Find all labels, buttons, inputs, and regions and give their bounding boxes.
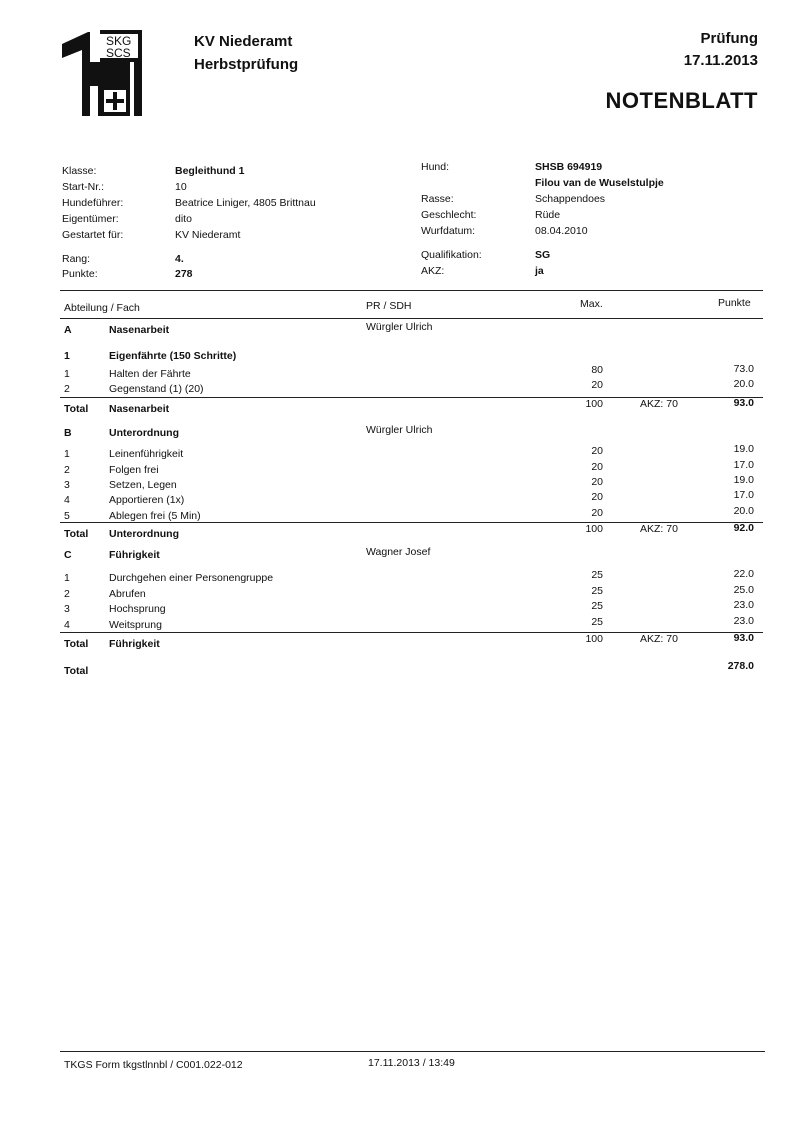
info-value: Beatrice Liniger, 4805 Brittnau <box>175 197 316 209</box>
item-max: 20 <box>591 476 603 488</box>
total-label: Total <box>64 638 89 650</box>
item-name: Setzen, Legen <box>109 479 177 491</box>
item-points: 19.0 <box>733 443 754 455</box>
info-value: dito <box>175 213 192 225</box>
footer-timestamp: 17.11.2013 / 13:49 <box>368 1057 455 1069</box>
info-value: SHSB 694919 <box>535 161 603 173</box>
item-number: 1 <box>64 368 70 380</box>
col-judge: PR / SDH <box>366 300 412 312</box>
info-value: 4. <box>175 253 184 265</box>
info-label: Rasse: <box>421 193 454 205</box>
footer-form: TKGS Form tkgstlnnbl / C001.022-012 <box>64 1059 243 1071</box>
item-number: 5 <box>64 510 70 522</box>
info-value: Begleithund 1 <box>175 165 245 177</box>
info-value: ja <box>535 265 544 277</box>
info-label: Rang: <box>62 253 91 265</box>
item-number: 1 <box>64 572 70 584</box>
item-max: 20 <box>591 491 603 503</box>
item-name: Abrufen <box>109 588 146 600</box>
item-number: 2 <box>64 588 70 600</box>
item-max: 25 <box>591 585 603 597</box>
total-points: 93.0 <box>733 632 754 644</box>
total-max: 100 <box>585 633 603 645</box>
item-max: 20 <box>591 461 603 473</box>
grand-total-label: Total <box>64 665 89 677</box>
info-label: Start-Nr.: <box>62 181 105 193</box>
section-letter: C <box>64 549 72 561</box>
total-max: 100 <box>585 523 603 535</box>
section-name: Unterordnung <box>109 427 179 439</box>
footer-rule <box>60 1051 765 1052</box>
item-max: 25 <box>591 600 603 612</box>
total-akz: AKZ: 70 <box>640 633 678 645</box>
item-name: Leinenführigkeit <box>109 448 184 460</box>
info-value: 10 <box>175 181 187 193</box>
item-max: 80 <box>591 364 603 376</box>
section-name: Führigkeit <box>109 549 160 561</box>
info-label: Gestartet für: <box>62 229 124 241</box>
item-max: 20 <box>591 507 603 519</box>
info-label: Hund: <box>421 161 450 173</box>
total-label: Total <box>64 528 89 540</box>
col-max: Max. <box>580 298 603 310</box>
total-label: Total <box>64 403 89 415</box>
info-value: Rüde <box>535 209 561 221</box>
total-name: Unterordnung <box>109 528 179 540</box>
item-points: 23.0 <box>733 599 754 611</box>
item-number: 3 <box>64 479 70 491</box>
item-points: 25.0 <box>733 584 754 596</box>
section-letter: A <box>64 324 72 336</box>
info-value: Filou van de Wuselstulpje <box>535 177 664 189</box>
item-number: 3 <box>64 603 70 615</box>
item-points: 23.0 <box>733 615 754 627</box>
subsection-name: Eigenfährte (150 Schritte) <box>109 350 237 362</box>
item-name: Halten der Fährte <box>109 368 191 380</box>
info-value: 278 <box>175 268 193 280</box>
info-label: Wurfdatum: <box>421 225 476 237</box>
item-points: 20.0 <box>733 378 754 390</box>
info-label: AKZ: <box>421 265 445 277</box>
item-number: 1 <box>64 448 70 460</box>
info-label: Klasse: <box>62 165 97 177</box>
total-max: 100 <box>585 398 603 410</box>
logo-text-2: SCS <box>106 46 131 60</box>
info-label: Punkte: <box>62 268 98 280</box>
logo-text-1: SKG <box>106 34 132 48</box>
total-name: Führigkeit <box>109 638 160 650</box>
event-name: Herbstprüfung <box>194 56 299 73</box>
item-points: 17.0 <box>733 459 754 471</box>
item-name: Folgen frei <box>109 464 159 476</box>
table-top-rule <box>60 290 763 291</box>
grand-total-points: 278.0 <box>727 660 754 672</box>
total-points: 92.0 <box>733 522 754 534</box>
skg-logo-icon <box>60 28 152 120</box>
section-judge: Wagner Josef <box>366 546 431 558</box>
info-value: 08.04.2010 <box>535 225 588 237</box>
item-name: Apportieren (1x) <box>109 494 185 506</box>
item-name: Ablegen frei (5 Min) <box>109 510 201 522</box>
item-points: 19.0 <box>733 474 754 486</box>
total-akz: AKZ: 70 <box>640 398 678 410</box>
pruefung-label: Prüfung <box>700 30 758 47</box>
item-name: Hochsprung <box>109 603 166 615</box>
item-number: 2 <box>64 383 70 395</box>
doc-title: NOTENBLATT <box>605 88 758 113</box>
info-label: Qualifikation: <box>421 249 482 261</box>
info-value: Schappendoes <box>535 193 606 205</box>
section-judge: Würgler Ulrich <box>366 424 433 436</box>
info-label: Hundeführer: <box>62 197 124 209</box>
logo <box>60 28 152 120</box>
info-value: SG <box>535 249 551 261</box>
total-points: 93.0 <box>733 397 754 409</box>
table-header-rule <box>60 318 763 319</box>
org-name: KV Niederamt <box>194 33 293 50</box>
total-akz: AKZ: 70 <box>640 523 678 535</box>
subsection-number: 1 <box>64 350 70 362</box>
item-number: 4 <box>64 494 70 506</box>
item-max: 25 <box>591 616 603 628</box>
info-value: KV Niederamt <box>175 229 241 241</box>
item-number: 4 <box>64 619 70 631</box>
col-punkte: Punkte <box>718 297 751 309</box>
item-name: Durchgehen einer Personengruppe <box>109 572 274 584</box>
section-letter: B <box>64 427 72 439</box>
info-label: Geschlecht: <box>421 209 477 221</box>
pruefung-date: 17.11.2013 <box>683 52 758 69</box>
section-judge: Würgler Ulrich <box>366 321 433 333</box>
item-name: Weitsprung <box>109 619 162 631</box>
item-max: 25 <box>591 569 603 581</box>
info-label: Eigentümer: <box>62 213 119 225</box>
item-max: 20 <box>591 379 603 391</box>
item-name: Gegenstand (1) (20) <box>109 383 204 395</box>
item-points: 73.0 <box>733 363 754 375</box>
section-name: Nasenarbeit <box>109 324 170 336</box>
item-points: 20.0 <box>733 505 754 517</box>
item-points: 17.0 <box>733 489 754 501</box>
total-name: Nasenarbeit <box>109 403 170 415</box>
col-abteilung: Abteilung / Fach <box>64 302 140 314</box>
item-max: 20 <box>591 445 603 457</box>
item-points: 22.0 <box>733 568 754 580</box>
item-number: 2 <box>64 464 70 476</box>
